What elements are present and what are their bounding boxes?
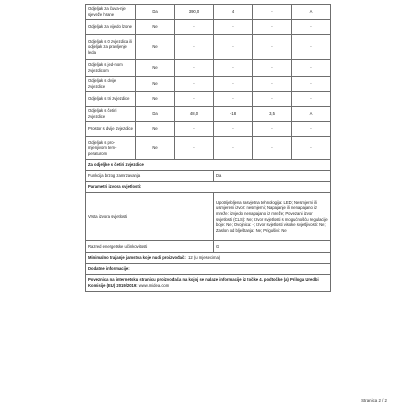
fast-freeze-value: Da: [214, 171, 331, 182]
link-description: Poveznica na internetsku stranicu proizvođača na kojoj se nalaze informacije iz točke 4. podtočke (a) Priloga Uredbi Komisije (EU) 2019/2019:: [88, 277, 319, 288]
table-row: [86, 253, 331, 264]
compartment-label: Odjeljak s dvije zvjezdice: [86, 77, 136, 92]
table-cell: -: [253, 77, 292, 92]
table-cell: -: [292, 122, 331, 137]
table-cell: -: [253, 137, 292, 160]
table-row: [86, 60, 331, 77]
energy-class-label: Razred energetske učinkovitosti: [86, 241, 214, 253]
compartment-label: Odjeljak s četiri zvjezdice: [86, 107, 136, 122]
table-cell: -: [253, 5, 292, 20]
table-cell: Ne: [136, 122, 175, 137]
table-cell: A: [292, 5, 331, 20]
compartment-label: Odjeljak za vijedo lzone: [86, 20, 136, 35]
table-cell: Ne: [136, 35, 175, 60]
table-cell: -: [175, 92, 214, 107]
table-cell: -: [214, 60, 253, 77]
table-cell: -: [214, 35, 253, 60]
table-cell: -: [214, 92, 253, 107]
compartment-label: Prostor s dvije zvjezdice: [86, 122, 136, 137]
table-cell: 48,0: [175, 107, 214, 122]
table-row: [86, 137, 331, 160]
energy-class-value: G: [214, 241, 331, 253]
table-cell: -: [175, 60, 214, 77]
table-cell: -: [175, 137, 214, 160]
table-cell: Ne: [136, 77, 175, 92]
warranty-cell: [86, 253, 331, 264]
compartment-label: Odjeljak s 0 zvjezdica ili odjeljak za pravljenje leda: [86, 35, 136, 60]
table-cell: 3,5: [253, 107, 292, 122]
table-cell: -: [175, 77, 214, 92]
fast-freeze-label: Funkcija brzog zamrzavanja: [86, 171, 214, 182]
table-cell: Ne: [136, 20, 175, 35]
light-params-header: Parametri izvora svjetlosti:: [86, 182, 331, 193]
table-row: [86, 92, 331, 107]
table-cell: -: [253, 122, 292, 137]
table-cell: -: [253, 20, 292, 35]
warranty-value: 12 (u mjesecima): [188, 255, 221, 261]
table-cell: -: [253, 92, 292, 107]
table-cell: -: [175, 20, 214, 35]
table-cell: -: [253, 60, 292, 77]
table-cell: -: [175, 122, 214, 137]
table-row: [86, 20, 331, 35]
table-cell: -: [253, 35, 292, 60]
light-type-label: Vrsta izvora svjetlosti: [86, 193, 214, 241]
table-cell: -: [214, 137, 253, 160]
table-cell: -: [175, 35, 214, 60]
table-cell: Ne: [136, 137, 175, 160]
table-cell: Ne: [136, 92, 175, 107]
table-row: [86, 171, 331, 182]
compartment-label: Odjeljak s jed-nom zvjezdicom: [86, 60, 136, 77]
compartment-label: Odjeljak s tri zvjezdice: [86, 92, 136, 107]
table-row: [86, 107, 331, 122]
table-row: [86, 5, 331, 20]
warranty-label: Minimalno trajanje jamstva koje nudi proizvođač:: [88, 255, 186, 261]
compartment-label: Odjeljak za čuva-nje sjeveže hrane: [86, 5, 136, 20]
table-cell: -: [214, 20, 253, 35]
extra-info-label: Dodatne informacije:: [86, 264, 331, 275]
table-row: [86, 77, 331, 92]
page-number: Stranica 2 / 2: [361, 398, 387, 403]
table-cell: 390,0: [175, 5, 214, 20]
table-cell: -: [292, 92, 331, 107]
table-cell: -: [292, 20, 331, 35]
link-cell: [86, 275, 331, 292]
table-cell: -: [292, 137, 331, 160]
table-row: [86, 122, 331, 137]
table-cell: Ne: [136, 60, 175, 77]
table-cell: 4: [214, 5, 253, 20]
table-row: [86, 275, 331, 292]
compartment-label: Odjeljak s pro-mjenjivom tem-peraturom: [86, 137, 136, 160]
table-cell: -: [292, 60, 331, 77]
spec-table: [85, 4, 331, 292]
table-cell: -: [292, 77, 331, 92]
table-row: [86, 241, 331, 253]
table-cell: -: [292, 35, 331, 60]
manufacturer-link[interactable]: www.midea.com: [138, 283, 170, 288]
table-cell: -18: [214, 107, 253, 122]
table-row: [86, 193, 331, 241]
table-cell: -: [214, 122, 253, 137]
section-header-row: [86, 182, 331, 193]
light-type-value: Upotrijebljena rasvjetna tehnologija: LED; Nesmjerni ili usmjereni izvor: nesmjerni; Napajanje ili nenapajano iz mreže: izvjedo nenapajano iz mreže; Povezani izvor svjetlosti (CLS): Ne; Izvor svjetlosti s mogućnošću regulacije boje: Ne; Ovojnica: -; Izvor svjetlosti visoke svjetljivosti: Ne; Zaslon od blještanja: Ne; Prigušivi: Ne: [214, 193, 331, 241]
table-cell: -: [214, 77, 253, 92]
table-row: [86, 264, 331, 275]
table-cell: A: [292, 107, 331, 122]
table-cell: Da: [136, 107, 175, 122]
table-row: [86, 35, 331, 60]
four-star-header: Za odjeljke s četiri zvjezdice: [86, 160, 331, 171]
table-cell: Da: [136, 5, 175, 20]
section-header-row: [86, 160, 331, 171]
